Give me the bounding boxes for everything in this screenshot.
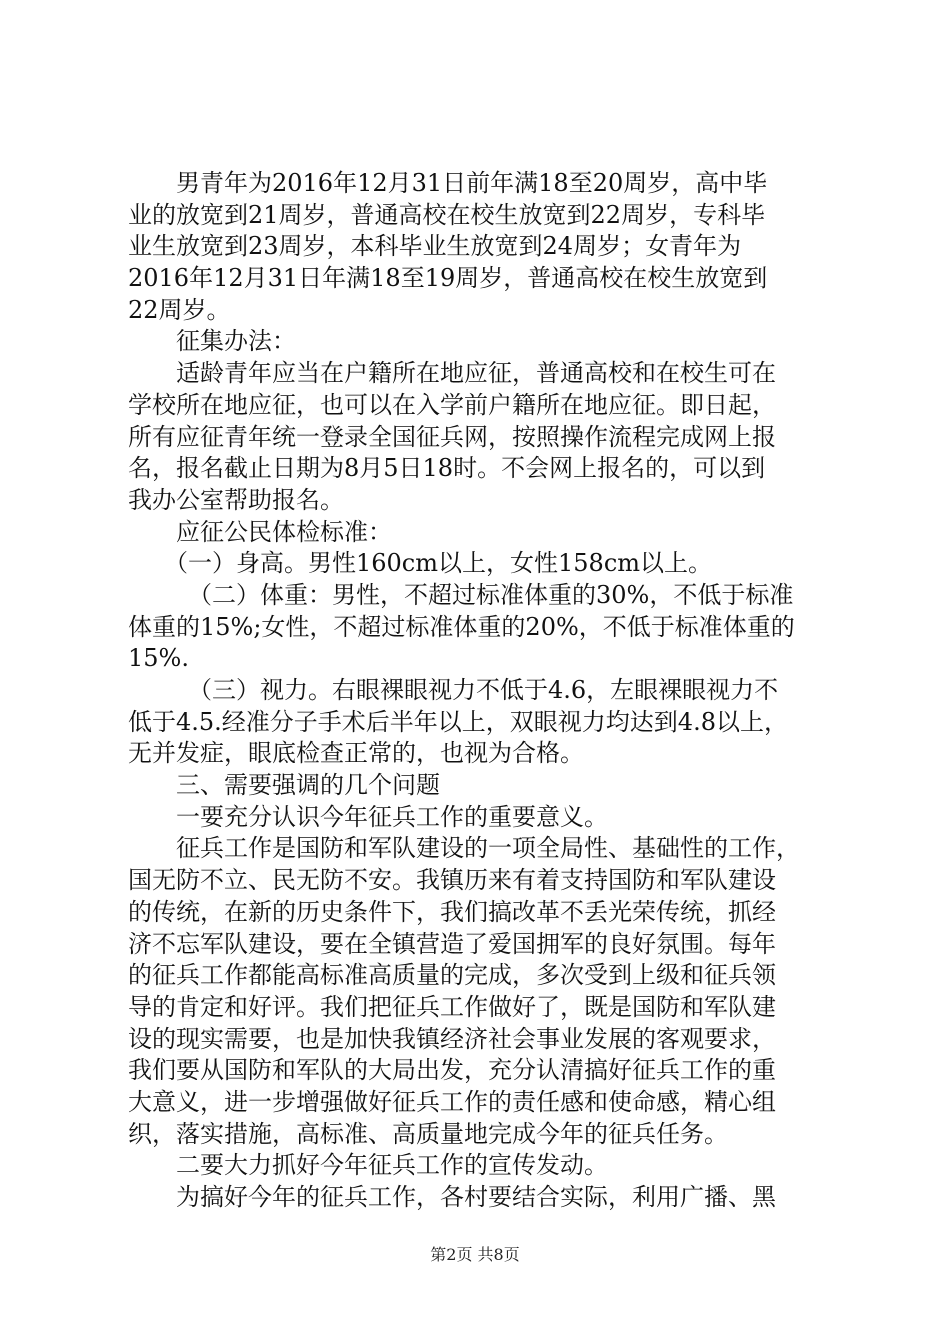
- document-body: [128, 168, 833, 1214]
- text-line: 应征公民体检标准：: [176, 517, 392, 546]
- text-line: 征兵工作是国防和军队建设的一项全局性、基础性的工作，: [176, 834, 800, 863]
- text-line: 名，报名截止日期为8月5日18时。不会网上报名的，可以到: [128, 454, 766, 483]
- text-line: 国无防不立、民无防不安。我镇历来有着支持国防和军队建设: [128, 866, 776, 895]
- text-line: 济不忘军队建设，要在全镇营造了爱国拥军的良好氛围。每年: [128, 929, 776, 958]
- text-line: 体重的15%;女性，不超过标准体重的20%，不低于标准体重的: [128, 612, 795, 641]
- text-line: 15%.: [128, 644, 189, 673]
- text-line: （三）视力。右眼裸眼视力不低于4.6，左眼裸眼视力不: [188, 676, 779, 704]
- text-line: 导的肯定和好评。我们把征兵工作做好了，既是国防和军队建: [128, 992, 776, 1021]
- text-line: 适龄青年应当在户籍所在地应征，普通高校和在校生可在: [176, 359, 776, 388]
- text-line: 无并发症，眼底检查正常的，也视为合格。: [128, 739, 584, 768]
- text-line: 大意义，进一步增强做好征兵工作的责任感和使命感，精心组: [128, 1087, 776, 1116]
- page-footer: [0, 1245, 950, 1265]
- text-line: 所有应征青年统一登录全国征兵网，按照操作流程完成网上报: [128, 422, 776, 451]
- text-line: 的传统，在新的历史条件下，我们搞改革不丢光荣传统，抓经: [128, 897, 776, 926]
- text-line: 设的现实需要，也是加快我镇经济社会事业发展的客观要求，: [128, 1024, 776, 1053]
- text-line: （一）身高。男性160cm以上，女性158cm以上。: [164, 549, 713, 578]
- text-line: 三、需要强调的几个问题: [176, 771, 440, 800]
- text-line: 我们要从国防和军队的大局出发，充分认清搞好征兵工作的重: [128, 1056, 776, 1085]
- text-line: 为搞好今年的征兵工作，各村要结合实际，利用广播、黑: [176, 1183, 776, 1211]
- page-number: 第2页 共8页: [430, 1245, 520, 1264]
- text-line: 22周岁。: [128, 295, 231, 324]
- text-line: 2016年12月31日年满18至19周岁，普通高校在校生放宽到: [128, 264, 768, 293]
- text-line: 男青年为2016年12月31日前年满18至20周岁，高中毕: [176, 169, 768, 197]
- text-line: 征集办法：: [176, 327, 296, 356]
- text-line: 的征兵工作都能高标准高质量的完成，多次受到上级和征兵领: [128, 961, 776, 990]
- text-line: 我办公室帮助报名。: [128, 485, 344, 514]
- text-line: 学校所在地应征，也可以在入学前户籍所在地应征。即日起，: [128, 390, 776, 419]
- text-line: 二要大力抓好今年征兵工作的宣传发动。: [176, 1151, 608, 1180]
- text-line: 业的放宽到21周岁，普通高校在校生放宽到22周岁，专科毕: [128, 200, 766, 229]
- text-line: （二）体重：男性，不超过标准体重的30%，不低于标准: [188, 580, 794, 609]
- text-line: 低于4.5.经准分子手术后半年以上，双眼视力均达到4.8以上，: [128, 707, 788, 736]
- text-line: 一要充分认识今年征兵工作的重要意义。: [176, 802, 608, 831]
- text-line: 织，落实措施，高标准、高质量地完成今年的征兵任务。: [128, 1119, 728, 1148]
- text-line: 业生放宽到23周岁，本科毕业生放宽到24周岁；女青年为: [128, 232, 742, 261]
